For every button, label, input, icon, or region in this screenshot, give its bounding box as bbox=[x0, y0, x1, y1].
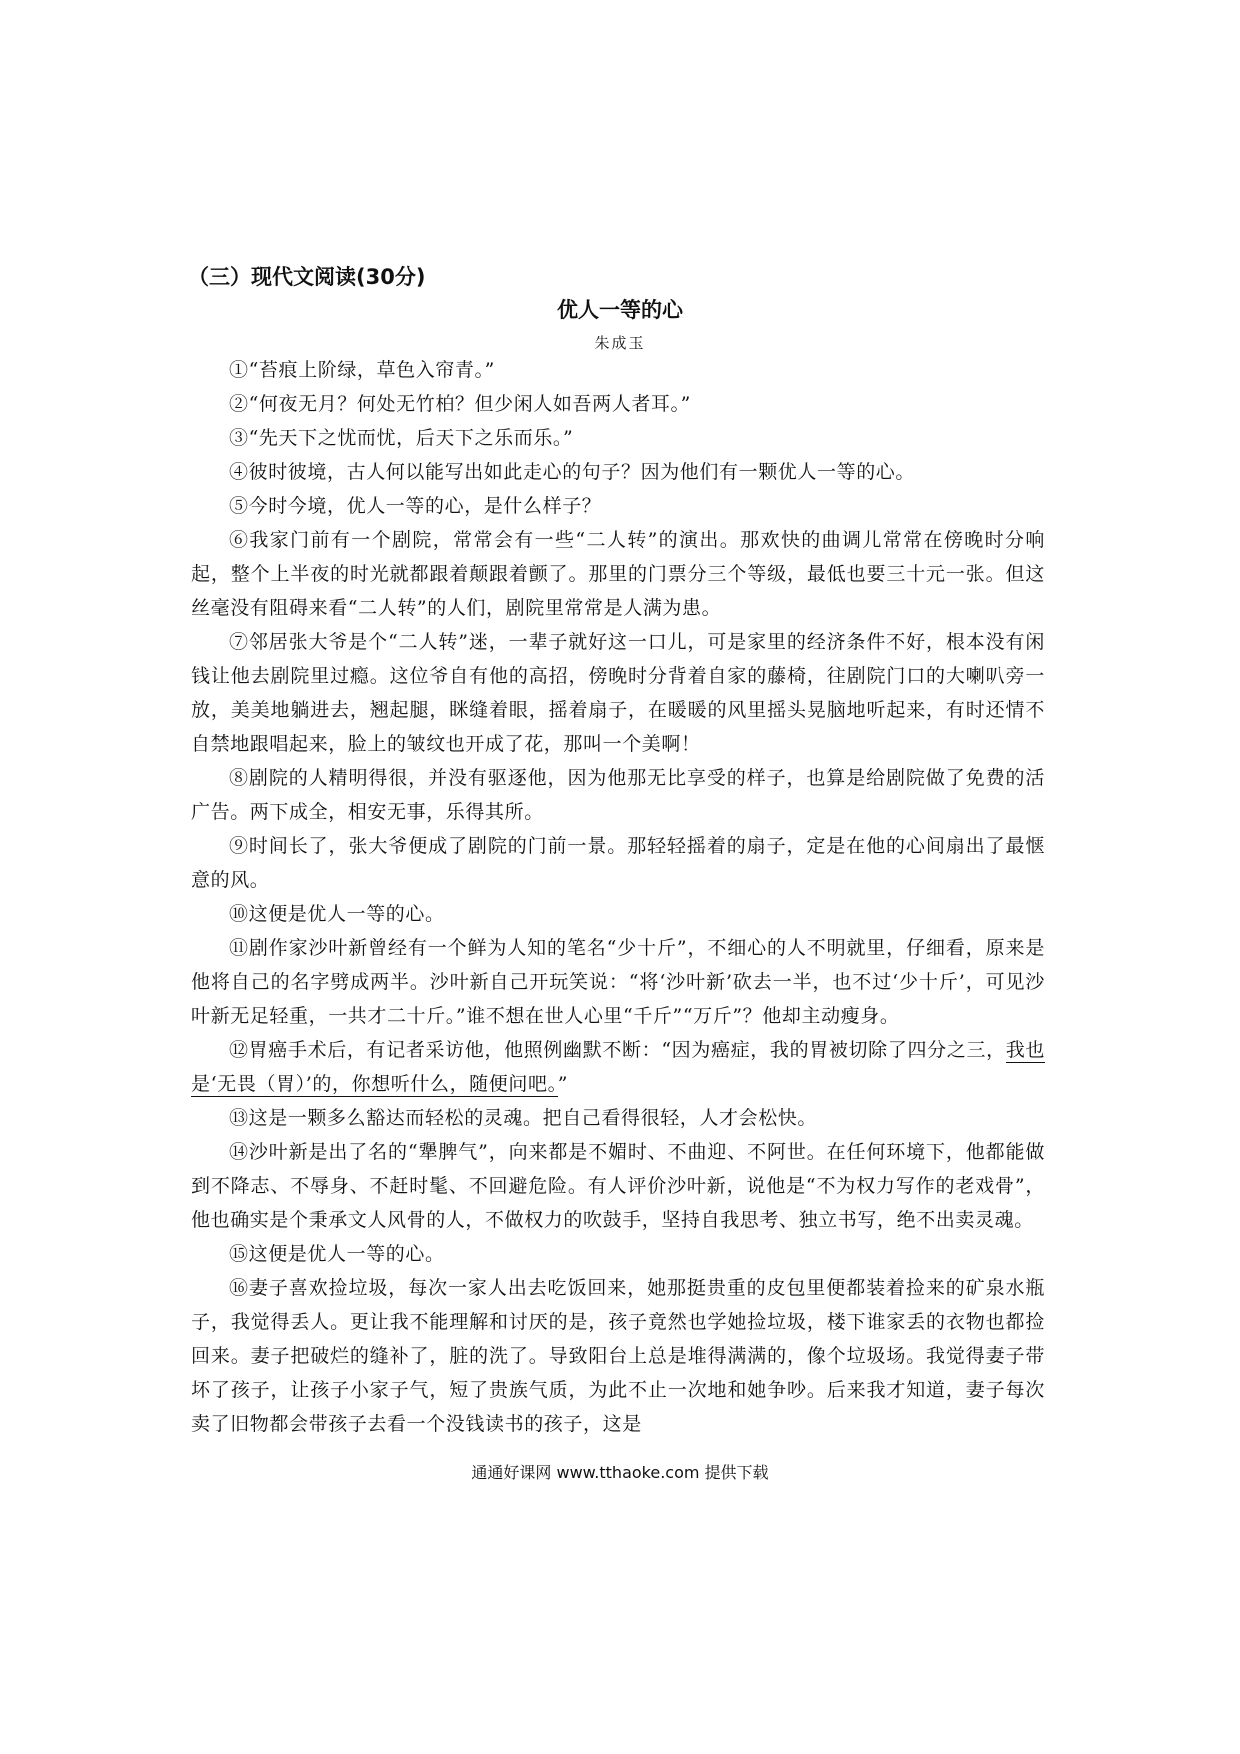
paragraph-12-closing-quote: ” bbox=[557, 1073, 569, 1095]
paragraph-3: ③“先天下之忧而忧，后天下之乐而乐。” bbox=[229, 427, 574, 449]
paragraph-9: ⑨时间长了，张大爷便成了剧院的门前一景。那轻轻摇着的扇子，定是在他的心间扇出了最惬意的风。 bbox=[191, 835, 1045, 891]
paragraph-6: ⑥我家门前有一个剧院，常常会有一些“二人转”的演出。那欢快的曲调儿常常在傍晚时分响起，整个上半夜的时光就都跟着颠跟着颤了。那里的门票分三个等级，最低也要三十元一张。但这丝毫没有阻碍来看“二人转”的人们，剧院里常常是人满为患。 bbox=[191, 529, 1045, 619]
paragraph-7: ⑦邻居张大爷是个“二人转”迷，一辈子就好这一口儿，可是家里的经济条件不好，根本没有闲钱让他去剧院里过瘾。这位爷自有他的高招，傍晚时分背着自家的藤椅，往剧院门口的大喇叭旁一放，美美地躺进去，翘起腿，眯缝着眼，摇着扇子，在暖暖的风里摇头晃脑地听起来，有时还情不自禁地跟唱起来，脸上的皱纹也开成了花，那叫一个美啊！ bbox=[191, 631, 1045, 755]
paragraph-2: ②“何夜无月？何处无竹柏？但少闲人如吾两人者耳。” bbox=[229, 393, 691, 415]
paragraph-12 bbox=[191, 1033, 1045, 1101]
paragraph-5: ⑤今时今境，优人一等的心，是什么样子？ bbox=[229, 495, 602, 517]
paragraph-13: ⑬这是一颗多么豁达而轻松的灵魂。把自己看得很轻，人才会松快。 bbox=[229, 1107, 818, 1129]
paragraph-11: ⑪剧作家沙叶新曾经有一个鲜为人知的笔名“少十斤”，不细心的人不明就里，仔细看，原来是他将自己的名字劈成两半。沙叶新自己开玩笑说：“将‘沙叶新’砍去一半，也不过‘少十斤’，可见沙叶新无足轻重，一共才二十斤。”谁不想在世人心里“千斤”“万斤”？他却主动瘦身。 bbox=[191, 937, 1045, 1027]
paragraph-16: ⑯妻子喜欢捡垃圾，每次一家人出去吃饭回来，她那挺贵重的皮包里便都装着捡来的矿泉水瓶子，我觉得丢人。更让我不能理解和讨厌的是，孩子竟然也学她捡垃圾，楼下谁家丢的衣物也都捡回来。妻子把破烂的缝补了，脏的洗了。导致阳台上总是堆得满满的，像个垃圾场。我觉得妻子带坏了孩子，让孩子小家子气，短了贵族气质，为此不止一次地和她争吵。后来我才知道，妻子每次卖了旧物都会带孩子去看一个没钱读书的孩子，这是 bbox=[191, 1277, 1045, 1435]
article-body bbox=[191, 353, 1045, 1441]
article-author: 朱成玉 bbox=[594, 334, 646, 352]
paragraph-10: ⑩这便是优人一等的心。 bbox=[229, 903, 445, 925]
paragraph-1: ①“苔痕上阶绿，草色入帘青。” bbox=[229, 359, 495, 381]
paragraph-15: ⑮这便是优人一等的心。 bbox=[229, 1243, 445, 1265]
paragraph-12-text: ⑫胃癌手术后，有记者采访他，他照例幽默不断：“因为癌症，我的胃被切除了四分之三， bbox=[229, 1039, 1006, 1061]
article-title: 优人一等的心 bbox=[557, 298, 683, 322]
paragraph-14: ⑭沙叶新是出了名的“犟脾气”，向来都是不媚时、不曲迎、不阿世。在任何环境下，他都能做到不降志、不辱身、不赶时髦、不回避危险。有人评价沙叶新，说他是“不为权力写作的老戏骨”，他也确实是个秉承文人风骨的人，不做权力的吹鼓手，坚持自我思考、独立书写，绝不出卖灵魂。 bbox=[191, 1141, 1045, 1231]
paragraph-8: ⑧剧院的人精明得很，并没有驱逐他，因为他那无比享受的样子，也算是给剧院做了免费的活广告。两下成全，相安无事，乐得其所。 bbox=[191, 767, 1045, 823]
section-heading: （三）现代文阅读(30分) bbox=[188, 265, 426, 289]
paragraph-4: ④彼时彼境，古人何以能写出如此走心的句子？因为他们有一颗优人一等的心。 bbox=[229, 461, 916, 483]
page-footer: 通通好课网 www.tthaoke.com 提供下载 bbox=[471, 1463, 769, 1482]
paragraph-12-underlined-quote: 我也是‘无畏（胃）’的，你想听什么，随便问吧。 bbox=[191, 1039, 1046, 1095]
